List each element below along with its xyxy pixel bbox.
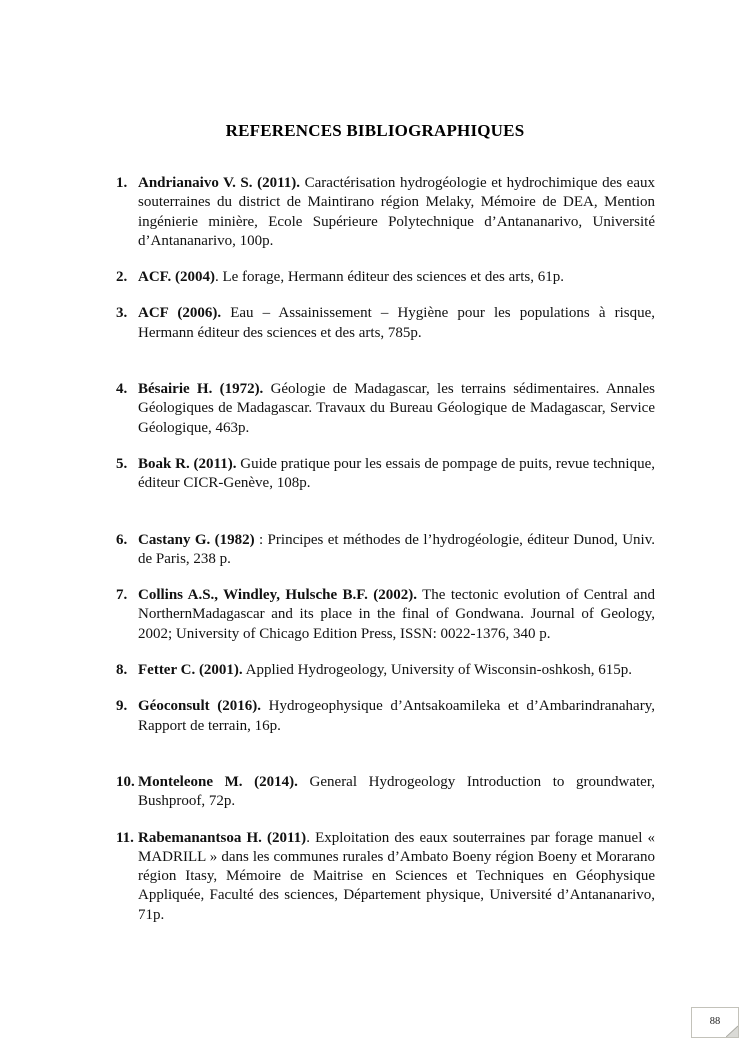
reference-text: Applied Hydrogeology, University of Wisconsin-oshkosh, 615p. [242, 662, 633, 679]
reference-item [116, 304, 655, 343]
folded-corner-icon [726, 1025, 738, 1037]
reference-body [138, 268, 655, 287]
reference-author: Fetter C. (2001). [138, 662, 243, 679]
reference-text: The tectonic evolution of Central and NorthernMadagascar and its place in the final of Gondwana. Journal of Geology, 2002; University of Chicago Edition Press, ISSN: 0022-1376, 340 p. [138, 587, 655, 642]
reference-item [116, 531, 655, 570]
reference-number: 10. [116, 773, 135, 790]
reference-item [116, 661, 655, 680]
reference-number: 8. [116, 662, 128, 679]
reference-author: Géoconsult (2016). [138, 698, 262, 715]
reference-item [116, 773, 655, 812]
reference-body [138, 174, 655, 251]
reference-number: 4. [116, 381, 128, 398]
reference-author: Monteleone M. (2014). [138, 773, 298, 790]
reference-body [138, 661, 655, 680]
reference-body [138, 697, 655, 736]
reference-text: Guide pratique pour les essais de pompage de puits, revue technique, éditeur CICR-Genève, 108p. [138, 455, 656, 492]
reference-number: 6. [116, 531, 128, 548]
reference-text: . Le forage, Hermann éditeur des sciences et des arts, 61p. [214, 269, 564, 286]
reference-text: . Exploitation des eaux souterraines par forage manuel « MADRILL » dans les communes rurales d’Ambato Boeny région Boeny et Morarano région Itasy, Mémoire de Maitrise en Sciences et Techniques en Géophysique Appliquée, Faculté des sciences, Département physique, Université d’Antananarivo, 71p. [138, 829, 655, 923]
reference-body [138, 829, 655, 925]
reference-author: Castany G. (1982) [138, 531, 255, 548]
reference-number: 1. [116, 175, 128, 191]
reference-text: : Principes et méthodes de l’hydrogéologie, éditeur Dunod, Univ. de Paris, 238 p. [138, 531, 655, 567]
reference-item [116, 586, 655, 644]
reference-item [116, 829, 655, 925]
reference-number: 3. [116, 305, 128, 322]
reference-author: Boak R. (2011). [138, 455, 237, 472]
reference-author: Bésairie H. (1972). [138, 381, 264, 398]
reference-number: 11. [116, 829, 134, 846]
reference-text: Géologie de Madagascar, les terrains sédimentaires. Annales Géologiques de Madagascar. Travaux du Bureau Géologique de Madagascar, Service Géologique, 463p. [138, 381, 655, 436]
reference-number: 9. [116, 698, 128, 715]
reference-text: Hydrogeophysique d’Antsakoamileka et d’Ambarindranahary, Rapport de terrain, 16p. [138, 698, 655, 734]
reference-item [116, 174, 655, 251]
reference-text: General Hydrogeology Introduction to groundwater, Bushproof, 72p. [138, 773, 655, 810]
reference-item [116, 455, 655, 494]
page-number: 88 [709, 1016, 721, 1027]
reference-item [116, 380, 655, 438]
reference-author: ACF (2006). [138, 305, 222, 322]
reference-body [138, 380, 655, 438]
reference-body [138, 586, 655, 644]
reference-author: ACF. (2004) [138, 269, 215, 286]
reference-body [138, 531, 655, 570]
reference-number: 5. [116, 455, 128, 472]
page-number-box [691, 1007, 739, 1038]
reference-author: Andrianaivo V. S. (2011). [138, 175, 301, 191]
reference-item [116, 268, 655, 287]
reference-item [116, 697, 655, 736]
reference-number: 2. [116, 269, 128, 286]
reference-body [138, 773, 655, 812]
reference-author: Rabemanantsoa H. (2011) [138, 829, 307, 846]
reference-list [116, 174, 655, 942]
page-title: REFERENCES BIBLIOGRAPHIQUES [225, 121, 525, 140]
reference-body [138, 304, 655, 343]
reference-body [138, 455, 655, 494]
reference-author: Collins A.S., Windley, Hulsche B.F. (2002). [138, 587, 417, 604]
reference-text: Eau – Assainissement – Hygiène pour les populations à risque, Hermann éditeur des sciences et des arts, 785p. [138, 305, 656, 341]
reference-number: 7. [116, 587, 128, 604]
reference-text: Caractérisation hydrogéologie et hydrochimique des eaux souterraines du district de Maintirano région Melaky, Mémoire de DEA, Mention ingénierie minière, Ecole Supérieure Polytechnique d’Antananarivo, Université d’Antananarivo, 100p. [138, 175, 655, 249]
